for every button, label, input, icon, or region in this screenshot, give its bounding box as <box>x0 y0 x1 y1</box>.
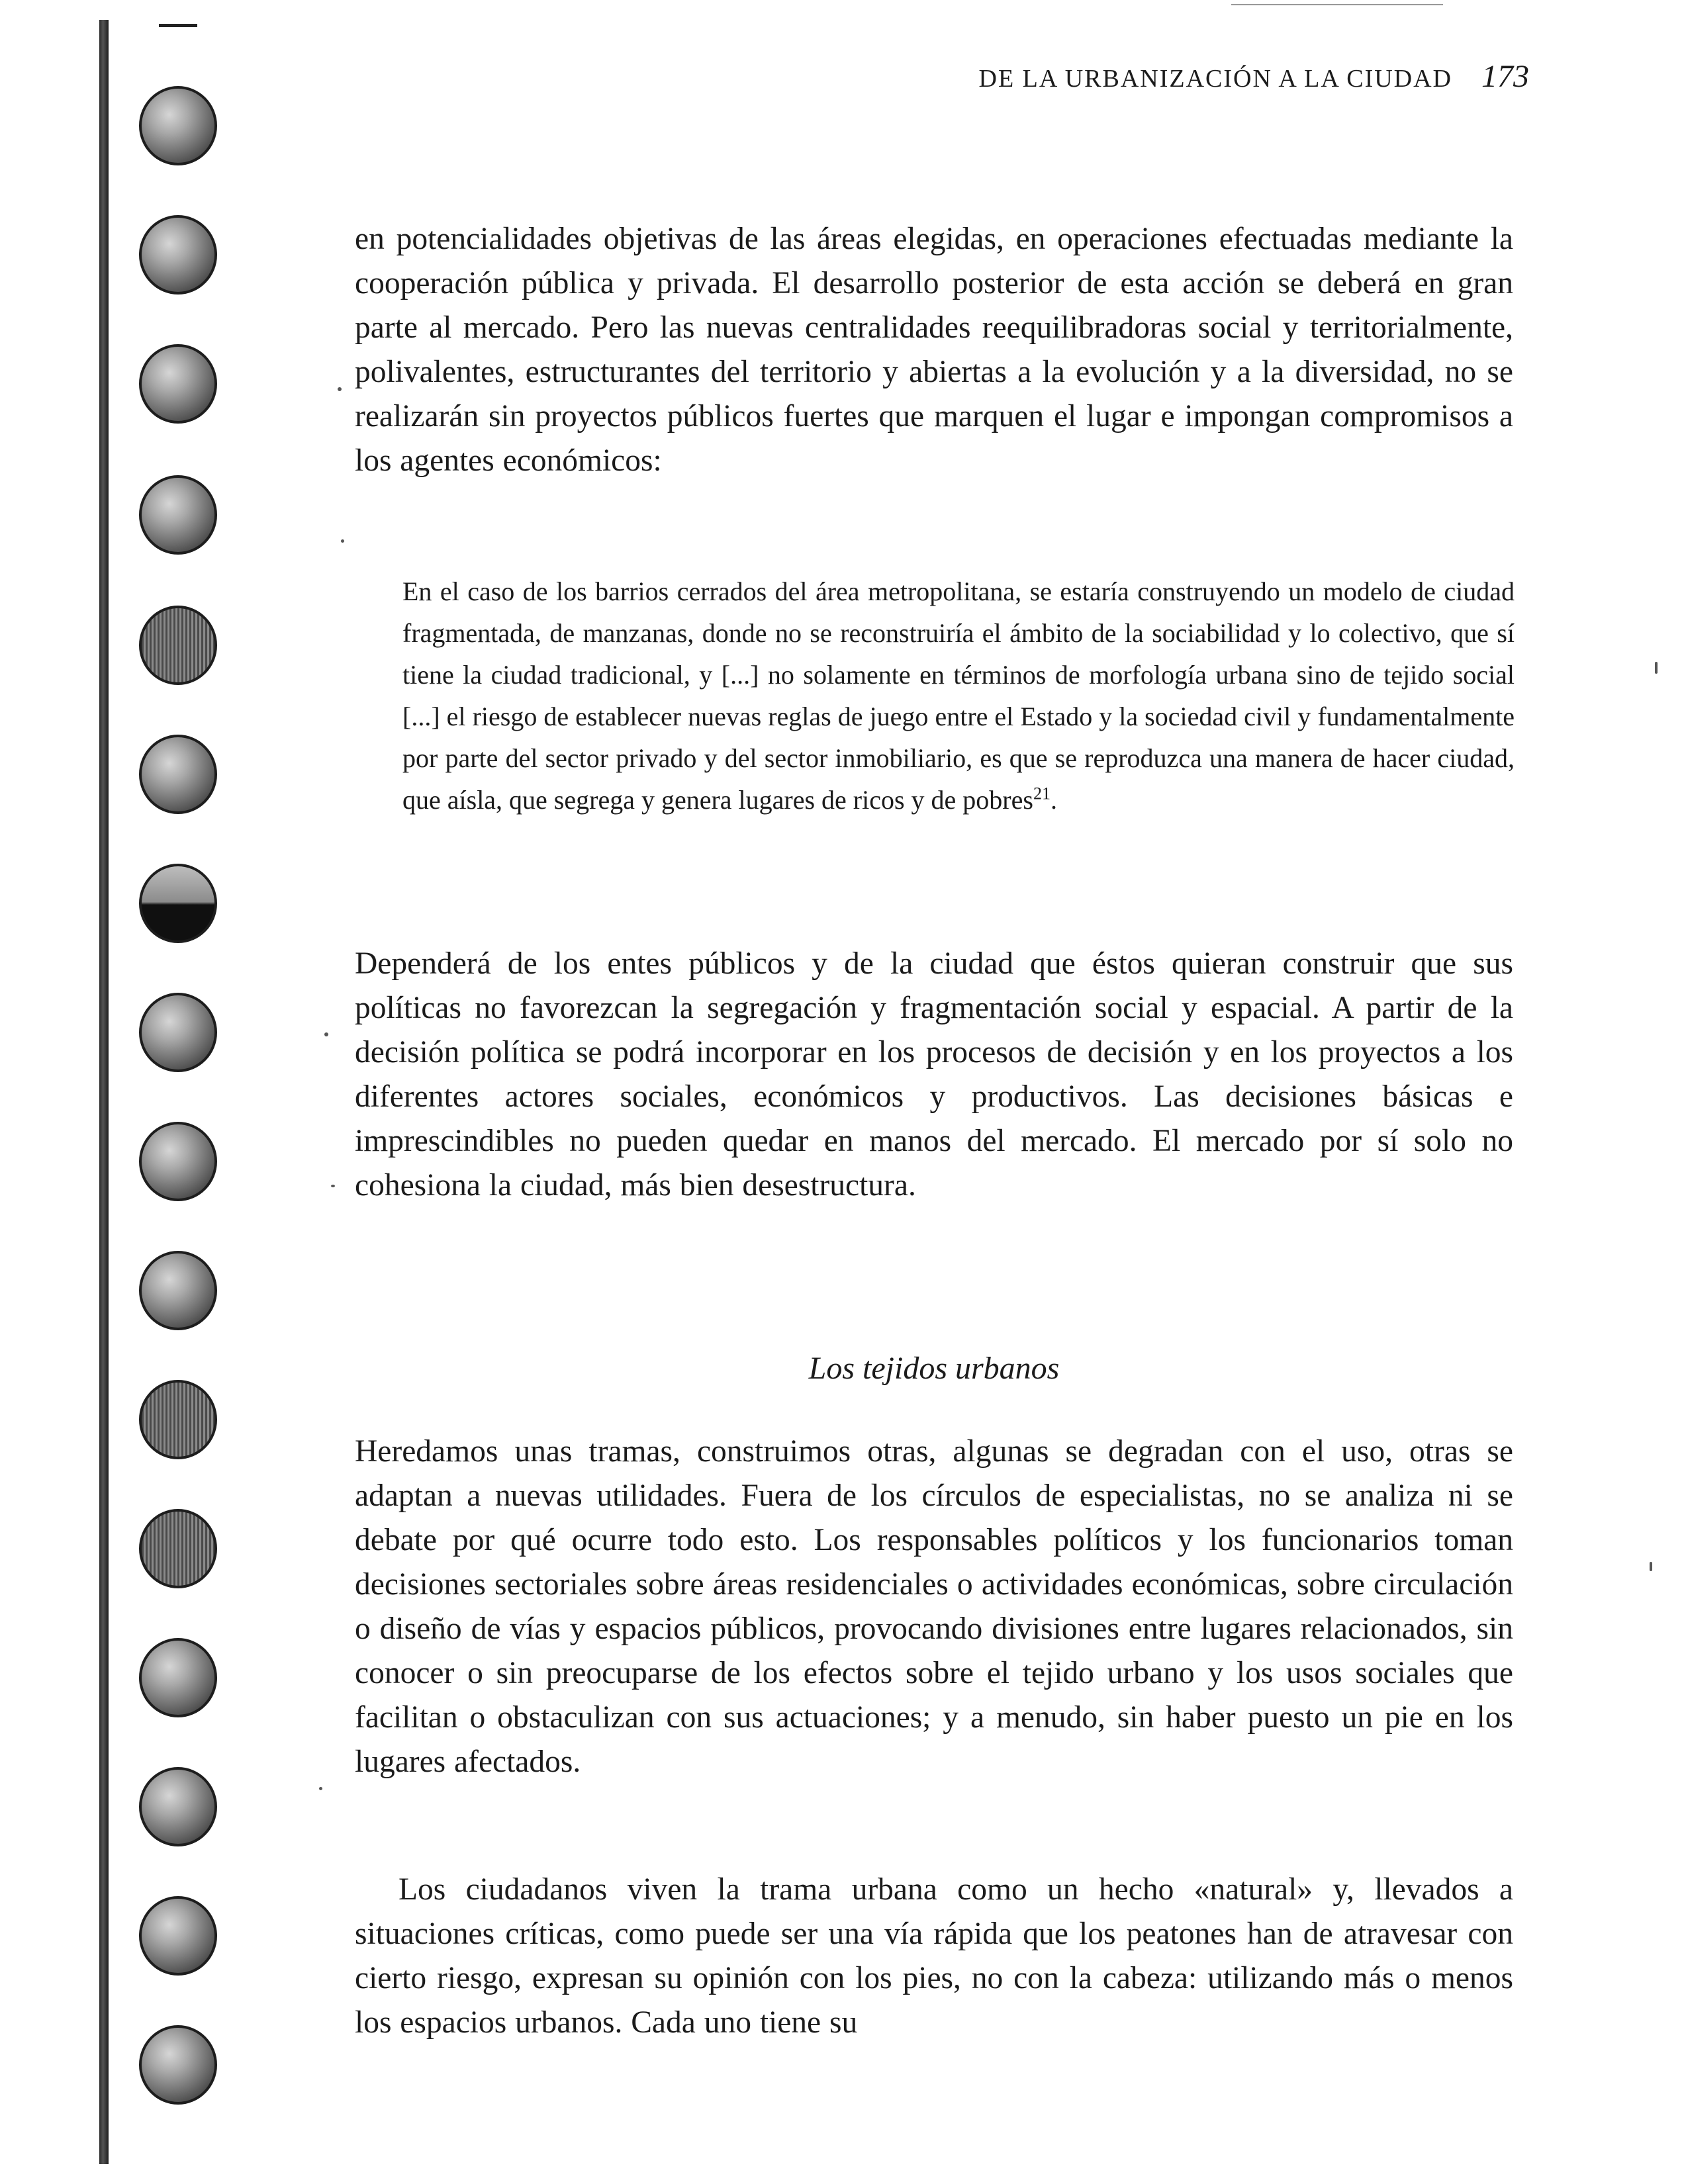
scan-speck <box>331 1185 335 1187</box>
binder-hole <box>139 735 217 814</box>
body-paragraph: en potencialidades objetivas de las áreas elegidas, en operaciones efectuadas mediante la cooperación pública y privada. El desarrollo posterior de esta acción se deberá en gran parte al mercado. Pero las nuevas centralidades reequilibradoras social y territorialmente, polivalentes, estructurantes del territorio y abiertas a la evolución y a la diversidad, no se realizarán sin proyectos públicos fuertes que marquen el lugar e impongan compromisos a los agentes económicos: <box>355 222 1513 478</box>
scan-speck <box>1650 1562 1652 1571</box>
binder-hole <box>139 606 217 685</box>
binder-hole <box>139 993 217 1072</box>
scan-speck <box>1655 662 1658 674</box>
scan-speck <box>324 1032 328 1036</box>
body-paragraph: Dependerá de los entes públicos y de la ciudad que éstos quieran construir que sus políticas no favorezcan la segregación y fragmentación social y espacial. A partir de la decisión política se podrá incorporar en los procesos de decisión y en los proyectos a los diferentes actores sociales, económicos y productivos. Las decisiones básicas e imprescindibles no pueden quedar en manos del mercado. El mercado por sí solo no cohesiona la ciudad, más bien desestructura. <box>355 946 1513 1203</box>
binder-hole <box>139 2025 217 2105</box>
binder-hole <box>139 1509 217 1588</box>
block-quote-end: . <box>1050 785 1057 815</box>
block-quote <box>402 570 1515 821</box>
footnote-ref: 21 <box>1033 784 1051 803</box>
scan-top-rule <box>1231 4 1443 5</box>
binder-hole <box>139 215 217 295</box>
block-quote-text: En el caso de los barrios cerrados del área metropolitana, se estaría construyendo un modelo de ciudad fragmentada, de manzanas, donde no se reconstruiría el ámbito de la sociabilidad y lo colectivo, que sí tiene la ciudad tradicional, y [...] no solamente en términos de morfología urbana sino de tejido social [...] el riesgo de establecer nuevas reglas de juego entre el Estado y la sociedad civil y fundamentalmente por parte del sector privado y del sector inmobiliario, es que se reproduzca una manera de hacer ciudad, que aísla, que segrega y genera lugares de ricos y de pobres <box>402 576 1515 815</box>
binder-hole <box>139 1122 217 1201</box>
running-title: DE LA URBANIZACIÓN A LA CIUDAD <box>978 65 1452 93</box>
scan-speck <box>338 387 342 391</box>
binder-hole <box>139 1896 217 1976</box>
binder-hole <box>139 1380 217 1459</box>
binder-hole <box>139 864 217 943</box>
body-paragraph: Los ciudadanos viven la trama urbana como un hecho «natural» y, llevados a situaciones críticas, como puede ser una vía rápida que los peatones han de atravesar con cierto riesgo, expresan su opinión con los pies, no con la cabeza: utilizando más o menos los espacios urbanos. Cada uno tiene su <box>355 1872 1513 2040</box>
binder-hole <box>139 344 217 424</box>
binder-hole <box>139 1251 217 1330</box>
scan-speck <box>319 1787 322 1790</box>
section-heading: Los tejidos urbanos <box>808 1351 1060 1386</box>
binder-hole <box>139 1638 217 1717</box>
running-head <box>794 58 1529 98</box>
binder-tick-mark <box>159 24 197 27</box>
page-number: 173 <box>1481 59 1529 94</box>
binder-hole <box>139 475 217 555</box>
binder-spine <box>99 20 109 2164</box>
binder-hole <box>139 1767 217 1846</box>
body-paragraph: Heredamos unas tramas, construimos otras, algunas se degradan con el uso, otras se adaptan a nuevas utilidades. Fuera de los círculos de especialistas, no se analiza ni se debate por qué ocurre todo esto. Los responsables políticos y los funcionarios toman decisiones sectoriales sobre áreas residenciales o actividades económicas, sobre circulación o diseño de vías y espacios públicos, provocando divisiones entre lugares relacionados, sin conocer o sin preocuparse de los efectos sobre el tejido urbano y los usos sociales que facilitan o obstaculizan con sus actuaciones; y a menudo, sin haber puesto un pie en los lugares afectados. <box>355 1434 1513 1779</box>
scan-speck <box>341 539 344 543</box>
binder-hole <box>139 86 217 165</box>
